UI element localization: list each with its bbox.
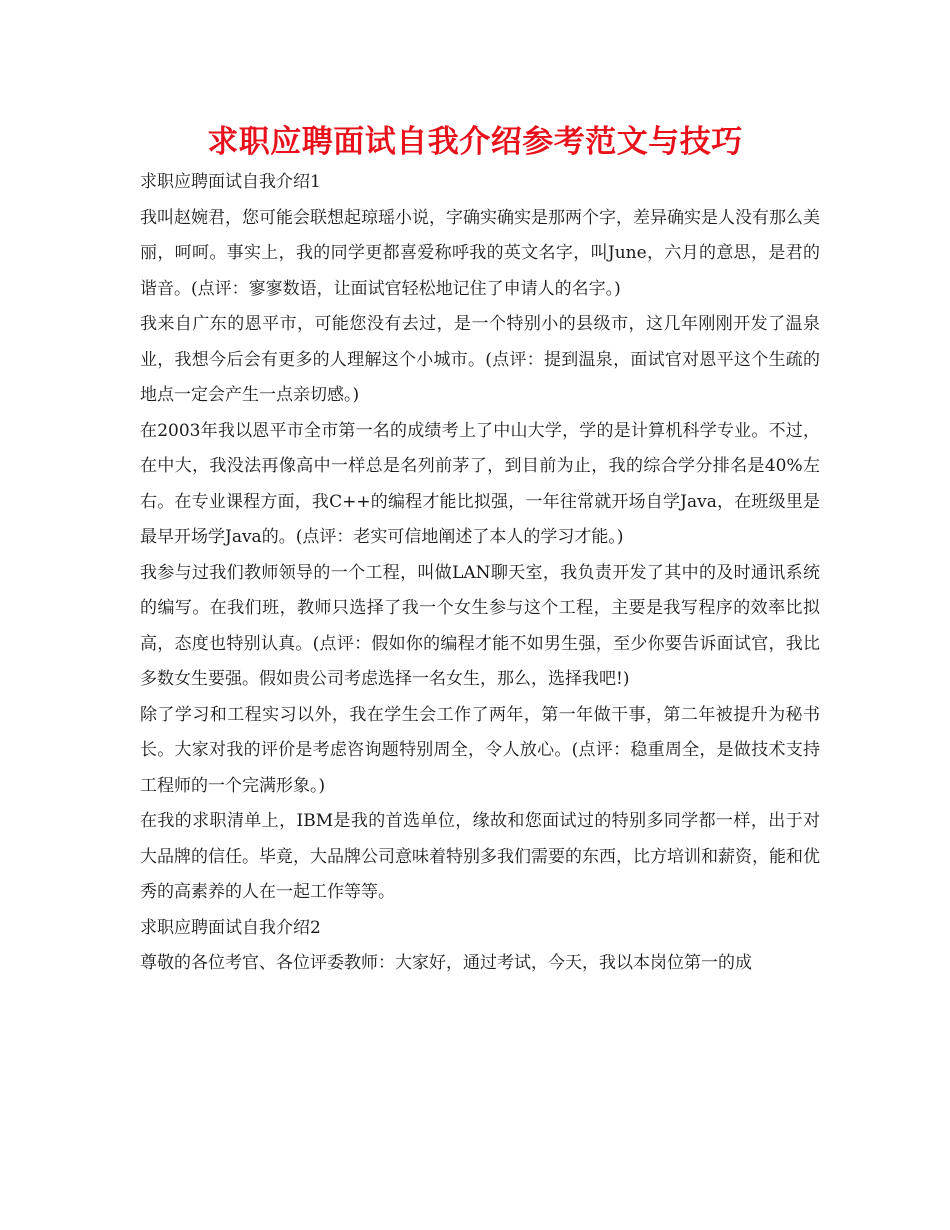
paragraph: 在我的求职清单上，IBM是我的首选单位，缘故和您面试过的特别多同学都一样，出于对大品牌的信任。毕竟，大品牌公司意味着特别多我们需要的东西，比方培训和薪资，能和优秀的高素养的人在一起工作等等。 bbox=[140, 811, 820, 902]
paragraph: 我叫赵婉君，您可能会联想起琼瑶小说，字确实确实是那两个字，差异确实是人没有那么美丽，呵呵。事实上，我的同学更都喜爱称呼我的英文名字，叫June，六月的意思，是君的谐音。(点评：寥寥数语，让面试官轻松地记住了申请人的名字。) bbox=[140, 207, 820, 299]
paragraph: 除了学习和工程实习以外，我在学生会工作了两年，第一年做干事，第二年被提升为秘书长。大家对我的评价是考虑咨询题特别周全，令人放心。(点评：稳重周全，是做技术支持工程师的一个完满形象。) bbox=[140, 704, 820, 796]
document-title: 求职应聘面试自我介绍参考范文与技巧 bbox=[207, 124, 743, 160]
section-heading: 求职应聘面试自我介绍1 bbox=[140, 172, 321, 192]
section-heading: 求职应聘面试自我介绍2 bbox=[140, 917, 321, 938]
paragraph: 在2003年我以恩平市全市第一名的成绩考上了中山大学，学的是计算机科学专业。不过，在中大，我没法再像高中一样总是名列前茅了，到目前为止，我的综合学分排名是40%左右。在专业课程方面，我C++的编程才能比拟强，一年往常就开场自学Java，在班级里是最早开场学Java的。(点评：老实可信地阐述了本人的学习才能。) bbox=[140, 420, 820, 547]
paragraph: 我参与过我们教师领导的一个工程，叫做LAN聊天室，我负责开发了其中的及时通讯系统的编写。在我们班，教师只选择了我一个女生参与这个工程，主要是我写程序的效率比拟高，态度也特别认真。(点评：假如你的编程才能不如男生强，至少你要告诉面试官，我比多数女生要强。假如贵公司考虑选择一名女生，那么，选择我吧!) bbox=[140, 562, 820, 689]
document-body bbox=[140, 165, 820, 982]
paragraph: 我来自广东的恩平市，可能您没有去过，是一个特别小的县级市，这几年刚刚开发了温泉业，我想今后会有更多的人理解这个小城市。(点评：提到温泉，面试官对恩平这个生疏的地点一定会产生一点亲切感。) bbox=[140, 314, 820, 405]
paragraph: 尊敬的各位考官、各位评委教师：大家好，通过考试，今天，我以本岗位第一的成 bbox=[140, 953, 752, 973]
